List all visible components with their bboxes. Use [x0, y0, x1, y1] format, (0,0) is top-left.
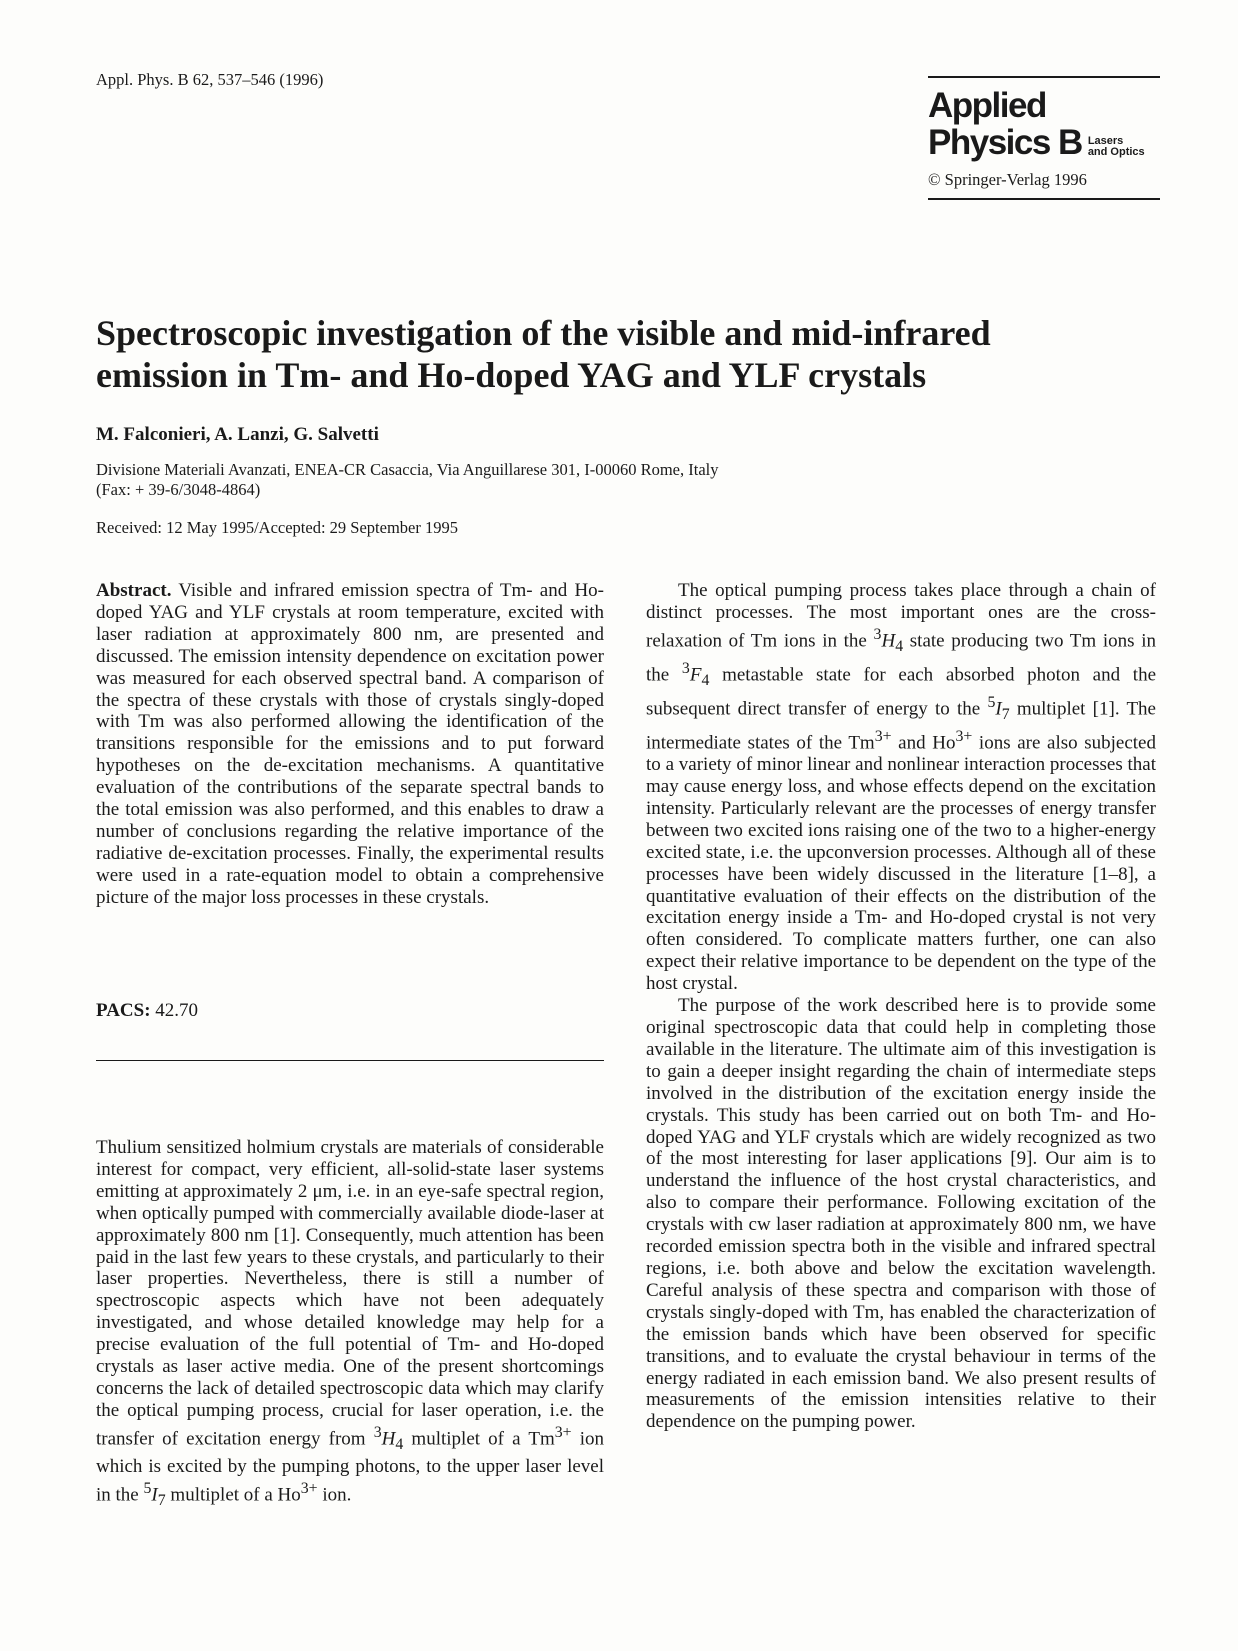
affiliation-fax: (Fax: + 39-6/3048-4864): [96, 480, 261, 499]
journal-logo-row: [928, 125, 1160, 160]
body-paragraph-1: The optical pumping process takes place through a chain of distinct processes. The most important ones are the cross-relaxation of Tm ions in the $^3H_4$ state producing two Tm ions in the $^3F_4$ metastable state for each absorbed photon and the subsequent direct transfer of energy to the $^5I_7$ multiplet [1]. The intermediate states of the $Tm^{3+}$ and $Ho^{3+}$ ions are also subjected to a variety of minor linear and nonlinear interaction processes that may cause energy loss, and whose effects depend on the excitation intensity. Particularly relevant are the processes of energy transfer between two excited ions raising one of the two to a higher-energy excited state, i.e. the upconversion processes. Although all of these processes have been widely discussed in the literature [1–8], a quantitative evaluation of their effects on the distribution of the excitation energy inside a Tm- and Ho-doped crystal is not very often considered. To complicate matters further, one can also expect their relative importance to be dependent on the type of the host crystal.: [646, 580, 1156, 995]
introduction-right-column: [646, 580, 1156, 1433]
copyright-notice: © Springer-Verlag 1996: [928, 170, 1087, 189]
paper-title-line1: Spectroscopic investigation of the visible and mid-infrared: [96, 313, 991, 353]
pacs-codes: [96, 1000, 198, 1022]
authors: M. Falconieri, A. Lanzi, G. Salvetti: [96, 424, 379, 445]
masthead-bottom-rule: [928, 198, 1160, 200]
abstract-label: Abstract.: [96, 580, 172, 601]
body-paragraph-2: The purpose of the work described here is to provide some original spectroscopic data that could help in completing those available in the literature. The ultimate aim of this investigation is to gain a deeper insight regarding the chain of intermediate steps involved in the distribution of the excitation energy inside the crystals. This study has been carried out on both Tm- and Ho-doped YAG and YLF crystals which are widely recognized as two of the most interesting for laser applications [9]. Our aim is to understand the influence of the host crystal characteristics, and also to compare their performance. Following excitation of the crystals with cw laser radiation at approximately 800 nm, we have recorded emission spectra both in the visible and infrared spectral regions, i.e. both above and below the excitation wavelength. Careful analysis of these spectra and comparison with those of crystals singly-doped with Tm, has enabled the characterization of the emission bands which have been observed for specific transitions, and to evaluate the crystal behaviour in terms of the energy radiated in each emission band. We also present results of measurements of the emission intensities relative to their dependence on the pumping power.: [646, 995, 1156, 1433]
pacs-label: PACS:: [96, 1000, 151, 1021]
paper-title-line2: emission in Tm- and Ho-doped YAG and YLF crystals: [96, 355, 927, 395]
masthead-top-rule: [928, 76, 1160, 78]
journal-logo-line2: Physics B: [928, 123, 1082, 162]
paper-title: [96, 312, 1156, 396]
section-divider: [96, 1060, 604, 1061]
abstract: [96, 580, 604, 909]
journal-logo-subtitle-1: Lasers: [1087, 134, 1124, 147]
affiliation: [96, 460, 719, 500]
journal-logo-subtitle: [1088, 136, 1145, 160]
intro-paragraph: Thulium sensitized holmium crystals are materials of considerable interest for compact, very efficient, all-solid-state laser systems emitting at approximately 2 μm, i.e. in an eye-safe spectral region, when optically pumped with commercially available diode-laser at approximately 800 nm [1]. Consequently, much attention has been paid in the last few years to these crystals, and particularly to their laser properties. Nevertheless, there is still a number of spectroscopic aspects which have not been adequately investigated, and whose detailed knowledge may help for a precise evaluation of the full potential of Tm- and Ho-doped crystals as laser active media. One of the present shortcomings concerns the lack of detailed spectroscopic data which may clarify the optical pumping process, crucial for laser operation, i.e. the transfer of excitation energy from $^3H_4$ multiplet of a $Tm^{3+}$ ion which is excited by the pumping photons, to the upper laser level in the $^5I_7$ multiplet of a $Ho^{3+}$ ion.: [96, 1137, 605, 1509]
journal-reference: Appl. Phys. B 62, 537–546 (1996): [96, 70, 324, 89]
abstract-text: Visible and infrared emission spectra of Tm- and Ho-doped YAG and YLF crystals at room temperature, excited with laser radiation at approximately 800 nm, are presented and discussed. The emission intensity dependence on excitation power was measured for each observed spectral band. A comparison of the spectra of these crystals with those of crystals singly-doped with Tm was also performed allowing the identification of the transitions responsible for the emissions and to put forward hypotheses on the de-excitation mechanisms. A quantitative evaluation of the contributions of the separate spectral bands to the total emission was also performed, and this enables to draw a number of conclusions regarding the relative importance of the radiative de-excitation processes. Finally, the experimental results were used in a rate-equation model to obtain a comprehensive picture of the major loss processes in these crystals.: [96, 580, 604, 908]
affiliation-address: Divisione Materiali Avanzati, ENEA-CR Casaccia, Via Anguillarese 301, I-00060 Rome, Italy: [96, 460, 719, 479]
journal-logo-line1: Applied: [928, 86, 1046, 125]
received-dates: Received: 12 May 1995/Accepted: 29 September 1995: [96, 518, 458, 537]
introduction-left-column: [96, 1137, 604, 1512]
pacs-value: 42.70: [155, 1000, 199, 1021]
journal-masthead: [928, 76, 1160, 200]
journal-logo-subtitle-2: and Optics: [1087, 146, 1145, 159]
